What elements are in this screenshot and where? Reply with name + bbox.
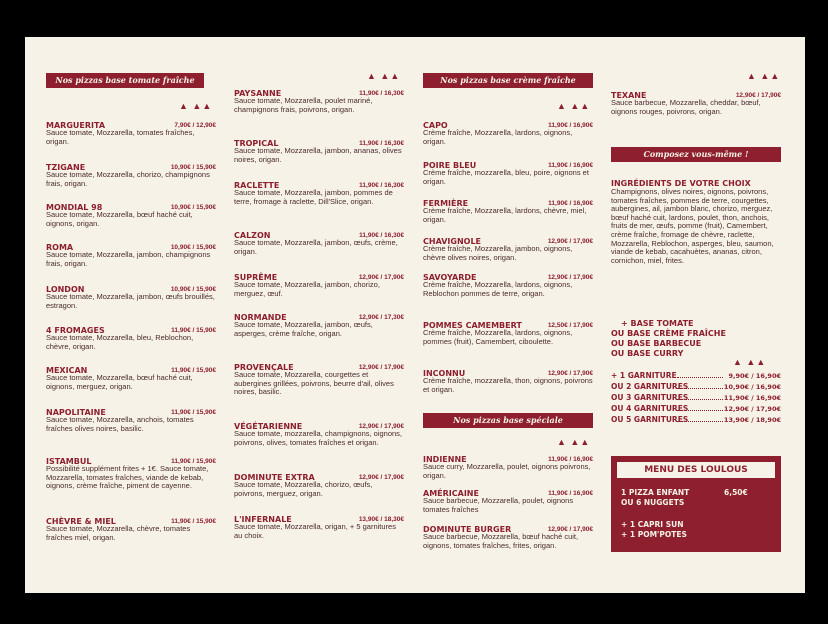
pizza-price: 13,90€ / 18,30€ (358, 516, 404, 523)
garniture-row: OU 4 GARNITURES 12,90€ / 17,90€ (611, 404, 781, 413)
pizza-desc: Sauce tomate, mozzarella, champignons, oignons, poivrons, olives, tomates fraîches et origan. (234, 429, 403, 447)
pizza-item (46, 457, 216, 491)
pizza-name: CHAVIGNOLE (423, 237, 482, 246)
pizza-name: TROPICAL (234, 139, 279, 148)
loulous-line: OU 6 NUGGETS (621, 498, 685, 507)
pizza-price: 10,90€ / 15,90€ (170, 164, 216, 171)
pizza-item (46, 285, 216, 310)
pizza-name: ROMA (46, 243, 74, 252)
pizza-name: PROVENÇALE (234, 363, 294, 372)
pizza-name: 4 FROMAGES (46, 326, 105, 335)
ingredients-block (611, 179, 783, 265)
pizza-desc: Crème fraîche, Mozzarella, lardons, oignons, pommes (fruit), Camembert, ciboulette. (423, 328, 573, 346)
pizza-price: 12,90€ / 17,90€ (547, 238, 593, 245)
pizza-price: 11,90€ / 15,90€ (171, 327, 216, 334)
pizza-item (423, 199, 593, 224)
section-banner-speciale: Nos pizzas base spéciale (423, 413, 593, 428)
pizza-item (234, 273, 404, 298)
people-icon: ▲ ▲▲ (747, 71, 781, 81)
pizza-item (234, 139, 404, 164)
pizza-desc: Crème fraîche, Mozzarella, lardons, oignons, origan. (423, 128, 573, 146)
loulous-line: + 1 POM'POTES (621, 530, 687, 539)
pizza-price: 11,90€ / 16,30€ (359, 140, 404, 147)
pizza-item (46, 121, 216, 146)
pizza-name: RACLETTE (234, 181, 280, 190)
garniture-row: + 1 GARNITURE 9,90€ / 16,90€ (611, 371, 781, 380)
people-icon: ▲ ▲▲ (367, 71, 401, 81)
pizza-desc: Crème fraîche, Mozzarella, lardons, oignons, Reblochon pommes de terre, origan. (423, 280, 573, 298)
pizza-name: FERMIÈRE (423, 199, 469, 208)
pizza-name: TZIGANE (46, 163, 86, 172)
pizza-name: INCONNU (423, 369, 466, 378)
people-icon: ▲ ▲▲ (557, 437, 591, 447)
ingredients-title: INGRÉDIENTS DE VOTRE CHOIX (611, 179, 751, 188)
pizza-name: MARGUERITA (46, 121, 106, 130)
pizza-item (234, 363, 404, 397)
pizza-name: INDIENNE (423, 455, 467, 464)
pizza-item (234, 422, 404, 447)
loulous-title: MENU DES LOULOUS (617, 462, 775, 478)
ingredients-list: Champignons, olives noires, oignons, poivrons, tomates fraîches, pommes de terre, courgettes, aubergines, ail, jambon blanc, chorizo, merguez, bœuf haché cuit, lardons, poulet, thon, anchois, fruits de mer, œufs, pomme (fruit), Camembert, crème fraîche, fromage de chèvre, raclette, Mozzarella, Reblochon, asperges, bleu, saumon, viande de kebab, cacahuètes, ananas, citron, cornichon, miel, frites. (611, 187, 774, 265)
pizza-desc: Sauce tomate, Mozzarella, bœuf haché cuit, oignons, origan. (46, 210, 193, 228)
pizza-desc: Sauce barbecue, Mozzarella, cheddar, bœuf, oignons rouges, poivrons, origan. (611, 98, 761, 116)
pizza-price: 10,90€ / 15,90€ (170, 244, 216, 251)
pizza-name: ISTAMBUL (46, 457, 92, 466)
pizza-price: 11,90€ / 15,90€ (171, 458, 216, 465)
pizza-item (234, 473, 404, 498)
pizza-item (46, 243, 216, 268)
pizza-desc: Crème fraîche, Mozzarella, jambon, oignons, chèvre olives noires, origan. (423, 244, 573, 262)
pizza-item (46, 203, 216, 228)
pizza-price: 12,90€ / 17,90€ (358, 474, 404, 481)
pizza-name: MEXICAN (46, 366, 88, 375)
pizza-name: PAYSANNE (234, 89, 282, 98)
pizza-price: 11,90€ / 16,90€ (548, 162, 593, 169)
menu-sheet (25, 37, 805, 593)
pizza-desc: Sauce tomate, Mozzarella, jambon, ananas, olives noires, origan. (234, 146, 402, 164)
pizza-name: LONDON (46, 285, 85, 294)
people-icon: ▲ ▲▲ (733, 357, 767, 367)
pizza-name: DOMINUTE EXTRA (234, 473, 315, 482)
pizza-price: 11,90€ / 16,30€ (359, 232, 404, 239)
pizza-desc: Sauce tomate, Mozzarella, bœuf haché cuit, oignons, merguez, origan. (46, 373, 193, 391)
pizza-item (46, 163, 216, 188)
pizza-price: 11,90€ / 15,90€ (171, 518, 216, 525)
pizza-item (234, 313, 404, 338)
pizza-name: L'INFERNALE (234, 515, 292, 524)
pizza-item (423, 525, 593, 550)
pizza-name: AMÉRICAINE (423, 489, 479, 498)
pizza-desc: Sauce curry, Mozzarella, poulet, oignons poivrons, origan. (423, 462, 591, 480)
pizza-item (234, 231, 404, 256)
pizza-desc: Sauce tomate, Mozzarella, jambon, œufs brouillés, estragon. (46, 292, 215, 310)
pizza-desc: Sauce tomate, Mozzarella, jambon, œufs, crème, origan. (234, 238, 398, 256)
section-banner-composez: Composez vous-même ! (611, 147, 781, 162)
pizza-price: 12,90€ / 17,90€ (547, 274, 593, 281)
pizza-item (423, 369, 593, 394)
pizza-desc: Sauce tomate, Mozzarella, jambon, œufs, asperges, crème fraîche, origan. (234, 320, 373, 338)
pizza-name: CALZON (234, 231, 271, 240)
pizza-price: 12,90€ / 17,90€ (358, 423, 404, 430)
pizza-price: 12,90€ / 17,30€ (358, 314, 404, 321)
pizza-desc: Sauce tomate, Mozzarella, poulet mariné, champignons frais, poivrons, origan. (234, 96, 373, 114)
pizza-price: 11,90€ / 15,90€ (171, 367, 216, 374)
pizza-name: DOMINUTE BURGER (423, 525, 512, 534)
pizza-desc: Sauce tomate, Mozzarella, bleu, Reblochon, chèvre, origan. (46, 333, 194, 351)
pizza-item (423, 273, 593, 298)
pizza-desc: Sauce barbecue, Mozzarella, bœuf haché cuit, oignons, tomates fraîches, frites, origan. (423, 532, 579, 550)
pizza-desc: Sauce tomate, Mozzarella, tomates fraîches, origan. (46, 128, 195, 146)
pizza-price: 7,90€ / 12,90€ (174, 122, 216, 129)
pizza-price: 11,90€ / 16,90€ (548, 456, 593, 463)
pizza-price: 12,90€ / 17,90€ (735, 92, 781, 99)
pizza-name: SAVOYARDE (423, 273, 477, 282)
base-option: OU BASE CRÈME FRAÎCHE (611, 329, 726, 338)
pizza-item (423, 121, 593, 146)
pizza-item (234, 181, 404, 206)
pizza-desc: Sauce tomate, Mozzarella, jambon, chorizo, merguez, œuf. (234, 280, 380, 298)
pizza-price: 10,90€ / 15,90€ (170, 204, 216, 211)
pizza-price: 12,90€ / 17,90€ (547, 370, 593, 377)
pizza-desc: Sauce tomate, Mozzarella, jambon, pommes de terre, fromage à raclette, Dill'Slice, origan. (234, 188, 393, 206)
garnitures-block (611, 371, 781, 427)
people-icon: ▲ ▲▲ (179, 101, 213, 111)
pizza-price: 10,90€ / 15,90€ (170, 286, 216, 293)
pizza-desc: Sauce tomate, Mozzarella, chorizo, œufs, poivrons, merguez, origan. (234, 480, 373, 498)
pizza-item-texane (611, 91, 781, 116)
pizza-price: 11,90€ / 15,90€ (171, 409, 216, 416)
pizza-name: VÉGÉTARIENNE (234, 422, 303, 431)
pizza-item (46, 366, 216, 391)
pizza-item (234, 89, 404, 114)
pizza-item (423, 455, 593, 480)
pizza-price: 12,90€ / 17,90€ (358, 364, 404, 371)
pizza-price: 11,90€ / 16,90€ (548, 122, 593, 129)
pizza-name: MONDIAL 98 (46, 203, 103, 212)
pizza-item (46, 326, 216, 351)
section-banner-creme: Nos pizzas base crème fraîche (423, 73, 593, 88)
base-option: OU BASE BARBECUE (611, 339, 702, 348)
pizza-item (423, 321, 593, 346)
loulous-line: + 1 CAPRI SUN (621, 520, 684, 529)
pizza-name: POIRE BLEU (423, 161, 477, 170)
pizza-price: 12,90€ / 17,90€ (547, 526, 593, 533)
pizza-name: CAPO (423, 121, 448, 130)
menu-des-loulous (611, 456, 781, 552)
pizza-name: TEXANE (611, 91, 647, 100)
pizza-desc: Sauce tomate, Mozzarella, chorizo, champignons frais, origan. (46, 170, 210, 188)
pizza-item (234, 515, 404, 540)
pizza-name: NAPOLITAINE (46, 408, 106, 417)
pizza-price: 12,90€ / 17,90€ (358, 274, 404, 281)
pizza-price: 11,90€ / 16,90€ (548, 200, 593, 207)
garniture-row: OU 3 GARNITURES 11,90€ / 16,90€ (611, 393, 781, 402)
pizza-desc: Sauce tomate, Mozzarella, origan, + 5 garnitures au choix. (234, 522, 396, 540)
pizza-desc: Sauce tomate, Mozzarella, anchois, tomates fraîches olives noires, basilic. (46, 415, 194, 433)
bases-block (611, 319, 726, 359)
people-icon: ▲ ▲▲ (557, 101, 591, 111)
pizza-name: SUPRÊME (234, 273, 278, 282)
pizza-desc: Crème fraîche, Mozzarella, lardons, chèvre, miel, origan. (423, 206, 587, 224)
pizza-desc: Sauce tomate, Mozzarella, jambon, champignons frais, origan. (46, 250, 211, 268)
pizza-name: NORMANDE (234, 313, 287, 322)
section-banner-tomate: Nos pizzas base tomate fraîche (46, 73, 204, 88)
garniture-row: OU 5 GARNITURES 13,90€ / 18,90€ (611, 415, 781, 424)
pizza-price: 11,90€ / 16,30€ (359, 90, 404, 97)
pizza-desc: Sauce tomate, Mozzarella, courgettes et aubergines grillées, poivrons, beurre d'ail, olives noires, basilic. (234, 370, 394, 397)
loulous-price: 6,50€ (724, 488, 748, 497)
pizza-item (423, 237, 593, 262)
loulous-line: 1 PIZZA ENFANT (621, 488, 690, 497)
pizza-price: 11,90€ / 16,30€ (359, 182, 404, 189)
garniture-row: OU 2 GARNITURES 10,90€ / 16,90€ (611, 382, 781, 391)
pizza-item (423, 161, 593, 186)
pizza-name: CHÈVRE & MIEL (46, 517, 116, 526)
pizza-desc: Crème fraîche, mozzarella, bleu, poire, oignons et origan. (423, 168, 589, 186)
pizza-item (423, 489, 593, 514)
pizza-price: 12,50€ / 17,90€ (547, 322, 593, 329)
pizza-name: POMMES CAMEMBERT (423, 321, 522, 330)
pizza-item (46, 408, 216, 433)
pizza-desc: Possibilité supplément frites + 1€. Sauce tomate, Mozzarella, tomates fraîches, viande de kebab, oignons, crème fraîche, piment de cayenne. (46, 464, 209, 491)
pizza-desc: Sauce tomate, Mozzarella, chèvre, tomates fraîches miel, origan. (46, 524, 191, 542)
pizza-desc: Crème fraîche, mozzarella, thon, oignons, poivrons et origan. (423, 376, 593, 394)
pizza-desc: Sauce barbecue, Mozzarella, poulet, oignons tomates fraîches (423, 496, 574, 514)
pizza-item (46, 517, 216, 542)
base-option: OU BASE CURRY (611, 349, 684, 358)
pizza-price: 11,90€ / 16,90€ (548, 490, 593, 497)
base-option: + BASE TOMATE (621, 319, 694, 328)
